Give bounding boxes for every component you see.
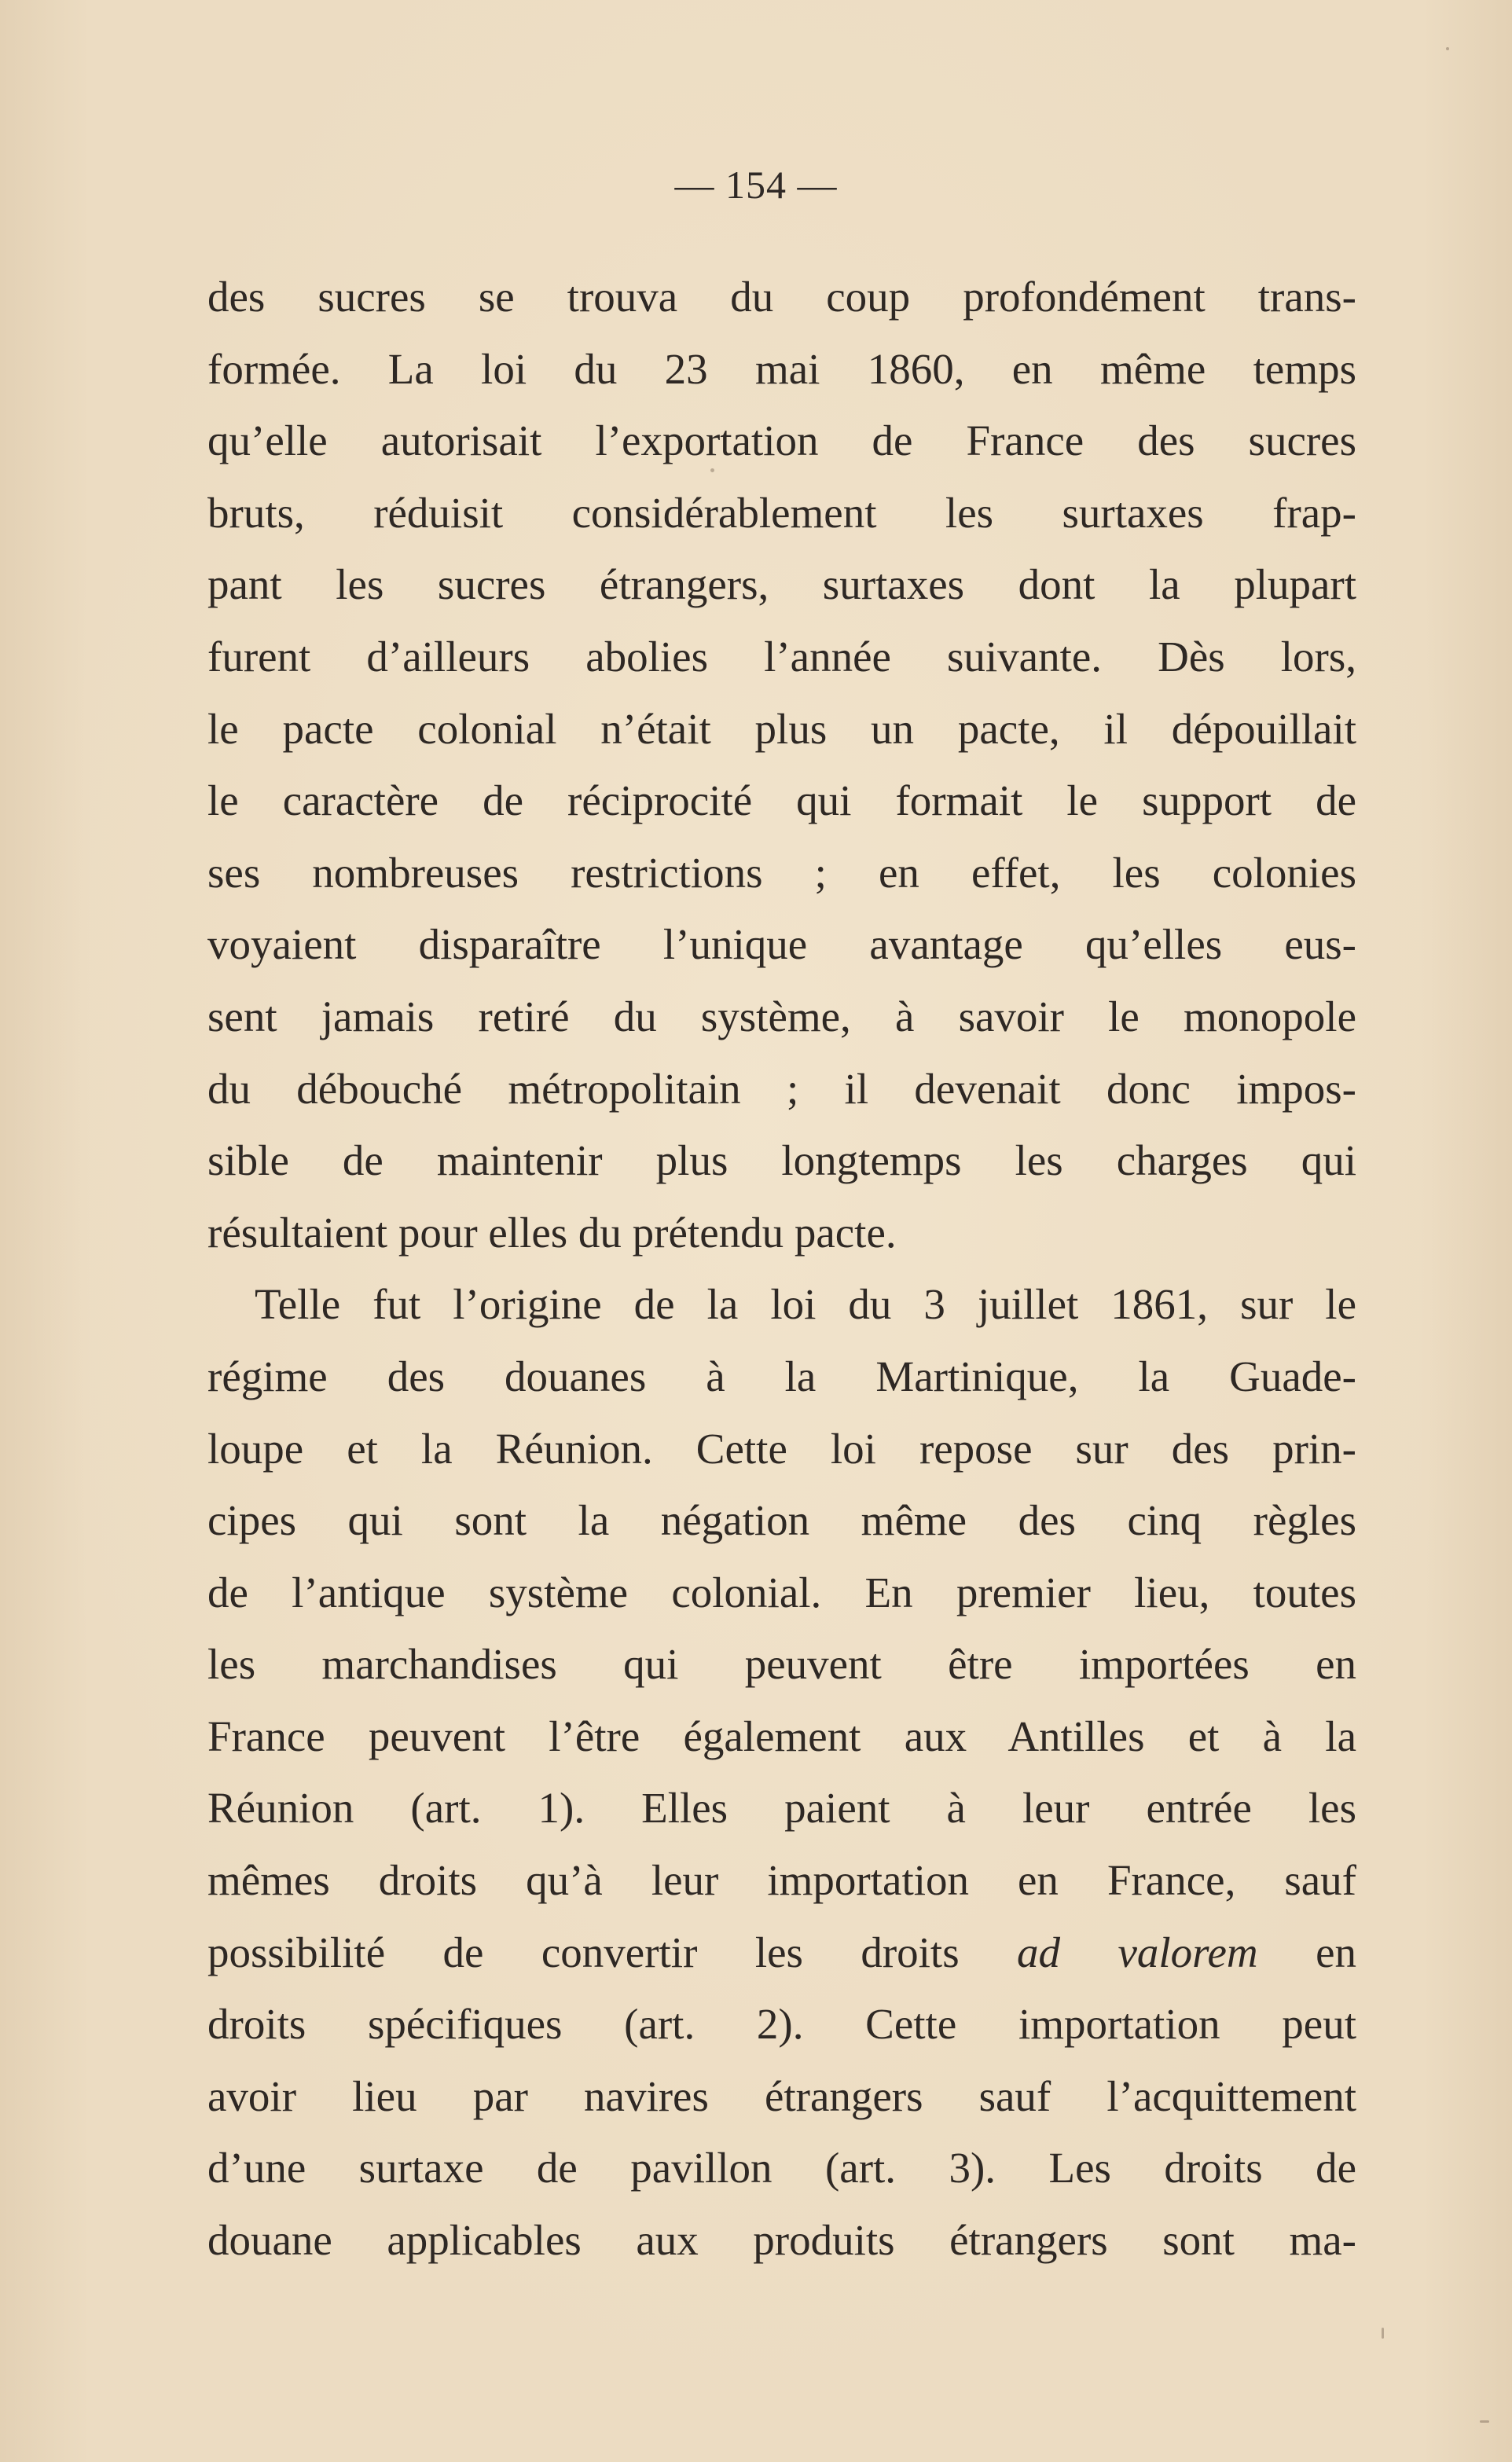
text-line: douane applicables aux produits étrangers sont ma- bbox=[207, 2216, 1356, 2265]
text-line: avoir lieu par navires étrangers sauf l’acquittement bbox=[207, 2071, 1356, 2120]
text-line: d’une surtaxe de pavillon (art. 3). Les droits de bbox=[207, 2144, 1356, 2192]
paper-speck bbox=[1446, 47, 1449, 50]
text-line: droits spécifiques (art. 2). Cette importation peut bbox=[207, 2000, 1356, 2049]
text-line-with-italic bbox=[207, 1917, 1356, 1989]
text-line: les marchandises qui peuvent être importées en bbox=[207, 1640, 1356, 1689]
text-line: des sucres se trouva du coup profondément trans- bbox=[207, 273, 1356, 321]
paper-speck bbox=[1480, 2420, 1489, 2423]
text-line: mêmes droits qu’à leur importation en France, sauf bbox=[207, 1856, 1356, 1905]
text-segment: possibilité de convertir les droits bbox=[207, 1928, 960, 1976]
text-line: bruts, réduisit considérablement les surtaxes frap- bbox=[207, 488, 1356, 537]
text-line: pant les sucres étrangers, surtaxes dont la plupart bbox=[207, 560, 1356, 609]
text-line: formée. La loi du 23 mai 1860, en même temps bbox=[207, 344, 1356, 393]
italic-phrase: ad valorem bbox=[1017, 1928, 1258, 1976]
text-segment: en bbox=[1316, 1928, 1356, 1976]
text-line: voyaient disparaître l’unique avantage qu’elles eus- bbox=[207, 920, 1356, 969]
paper-speck bbox=[710, 468, 714, 472]
text-line: le caractère de réciprocité qui formait le support de bbox=[207, 776, 1356, 825]
text-line: Réunion (art. 1). Elles paient à leur entrée les bbox=[207, 1784, 1356, 1833]
text-line: furent d’ailleurs abolies l’année suivante. Dès lors, bbox=[207, 632, 1356, 681]
text-line: régime des douanes à la Martinique, la Guade- bbox=[207, 1352, 1356, 1400]
body-text bbox=[207, 261, 1356, 2277]
text-line: cipes qui sont la négation même des cinq règles bbox=[207, 1496, 1356, 1545]
text-line: qu’elle autorisait l’exportation de France des sucres bbox=[207, 416, 1356, 465]
text-line: résultaient pour elles du prétendu pacte. bbox=[207, 1208, 897, 1257]
text-line: France peuvent l’être également aux Antilles et à la bbox=[207, 1712, 1356, 1760]
text-line: ses nombreuses restrictions ; en effet, les colonies bbox=[207, 848, 1356, 897]
text-line: sent jamais retiré du système, à savoir le monopole bbox=[207, 992, 1356, 1040]
text-line: de l’antique système colonial. En premier lieu, toutes bbox=[207, 1568, 1356, 1616]
paper-speck bbox=[1382, 2328, 1384, 2339]
text-line: loupe et la Réunion. Cette loi repose sur des prin- bbox=[207, 1424, 1356, 1473]
text-line: Telle fut l’origine de la loi du 3 juillet 1861, sur le bbox=[255, 1280, 1356, 1329]
text-line: le pacte colonial n’était plus un pacte, il dépouillait bbox=[207, 704, 1356, 753]
text-line: sible de maintenir plus longtemps les charges qui bbox=[207, 1136, 1356, 1185]
text-line: du débouché métropolitain ; il devenait donc impos- bbox=[207, 1064, 1356, 1113]
page-number: — 154 — bbox=[674, 163, 838, 207]
